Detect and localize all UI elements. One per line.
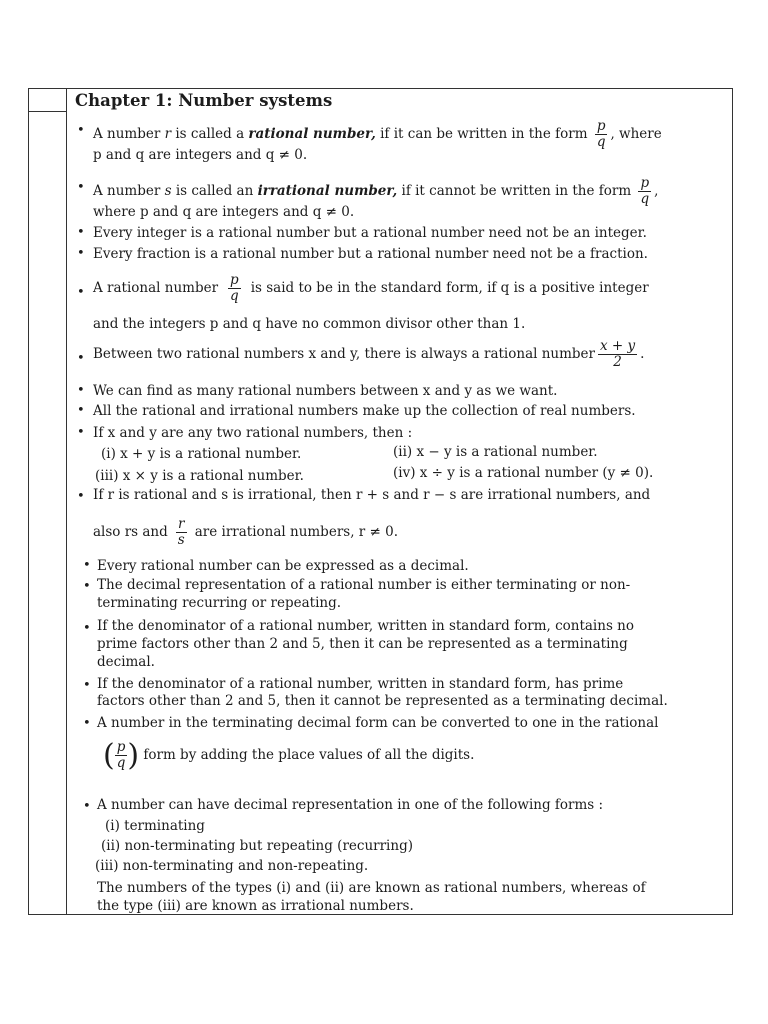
bullet: • — [77, 351, 85, 366]
bullet: • — [83, 716, 91, 731]
fraction-p-over-q: $\frac{p}{q}$ — [640, 175, 650, 207]
bullet: • — [77, 180, 85, 195]
real-numbers-statement: All the rational and irrational numbers make up the collection of real numbers. — [93, 403, 636, 419]
fraction-p-over-q: $\frac{p}{q}$ — [596, 118, 606, 150]
bullet: • — [77, 383, 85, 398]
decimal-representation-line2: terminating recurring or repeating. — [97, 595, 342, 611]
terminating-condition-line2: prime factors other than 2 and 5, then it can be represented as a terminating — [97, 636, 628, 652]
bullet: • — [83, 579, 91, 594]
rational-definition-line1: A number r is called a rational number, if it can be written in the form $\frac{p}{q}$ , where — [93, 118, 662, 150]
bullet: • — [77, 285, 85, 300]
irrational-definition-line1: A number s is called an irrational number, if it cannot be written in the form $\frac{p}{q}$ , — [93, 175, 659, 207]
decimal-to-rational-line2: ( $\frac{p}{q}$ ) form by adding the place values of all the digits. — [103, 737, 475, 773]
terminating-condition-line1: If the denominator of a rational number, written in standard form, contains no — [97, 618, 634, 634]
bullet: • — [83, 558, 91, 573]
operation-product: (iii) x × y is a rational number. — [95, 468, 304, 484]
irrational-sum-line1: If r is rational and s is irrational, then r + s and r − s are irrational numbers, and — [93, 487, 651, 503]
bullet: • — [77, 225, 85, 240]
fraction-statement: Every fraction is a rational number but a rational number need not be a fraction. — [93, 246, 648, 262]
operation-quotient: (iv) x ÷ y is a rational number (y ≠ 0). — [393, 465, 654, 481]
decimal-form-non-repeating: (iii) non-terminating and non-repeating. — [95, 858, 369, 874]
chapter-title: Chapter 1: Number systems — [75, 91, 333, 110]
operation-difference: (ii) x − y is a rational number. — [393, 444, 598, 460]
bullet: • — [77, 123, 85, 138]
non-terminating-condition-line1: If the denominator of a rational number, written in standard form, has prime — [97, 676, 624, 692]
non-terminating-condition-line2: factors other than 2 and 5, then it cannot be represented as a terminating decimal. — [97, 693, 668, 709]
notes-table — [28, 88, 733, 915]
bullet: • — [83, 799, 91, 814]
bullet: • — [83, 678, 91, 693]
integer-statement: Every integer is a rational number but a rational number need not be an integer. — [93, 225, 647, 241]
decimal-form-repeating: (ii) non-terminating but repeating (recurring) — [101, 838, 413, 854]
bullet: • — [77, 246, 85, 261]
bullet: • — [77, 403, 85, 418]
terminating-condition-line3: decimal. — [97, 654, 155, 670]
operation-sum: (i) x + y is a rational number. — [101, 446, 302, 462]
bullet: • — [77, 425, 85, 440]
serial-column — [29, 89, 67, 914]
standard-form-line1: A rational number $\frac{p}{q}$ is said to be in the standard form, if q is a positive integer — [93, 272, 649, 304]
decimal-to-rational-line1: A number in the terminating decimal form can be converted to one in the rational — [97, 715, 659, 731]
header-divider — [29, 111, 67, 112]
decimal-forms-intro: A number can have decimal representation in one of the following forms : — [97, 797, 604, 813]
rational-definition-line2: p and q are integers and q ≠ 0. — [93, 147, 308, 163]
bullet: • — [83, 621, 91, 636]
irrational-definition-line2: where p and q are integers and q ≠ 0. — [93, 204, 355, 220]
decimal-form-terminating: (i) terminating — [105, 818, 205, 834]
decimal-forms-conclusion-line2: the type (iii) are known as irrational numbers. — [97, 898, 414, 914]
fraction-r-over-s: $\frac{r}{s}$ — [177, 516, 185, 548]
decimal-expression-statement: Every rational number can be expressed as a decimal. — [97, 558, 469, 574]
decimal-representation-line1: The decimal representation of a rational number is either terminating or non- — [97, 577, 631, 593]
decimal-forms-conclusion-line1: The numbers of the types (i) and (ii) are known as rational numbers, whereas of — [97, 880, 646, 896]
many-rationals-statement: We can find as many rational numbers between x and y as we want. — [93, 383, 558, 399]
standard-form-line2: and the integers p and q have no common divisor other than 1. — [93, 316, 526, 332]
irrational-sum-line2: also rs and $\frac{r}{s}$ are irrational numbers, r ≠ 0. — [93, 516, 399, 548]
operations-intro: If x and y are any two rational numbers, then : — [93, 425, 413, 441]
notes-content — [75, 89, 732, 914]
fraction-p-over-q: $\frac{p}{q}$ — [230, 272, 239, 304]
bullet: • — [77, 489, 85, 504]
fraction-p-over-q: $\frac{p}{q}$ — [116, 739, 126, 771]
fraction-x-plus-y-over-2: $\frac{x + y}{2}$ — [600, 338, 636, 370]
between-rationals-statement: Between two rational numbers x and y, there is always a rational number $\frac{x + y}{2}$ . — [93, 338, 645, 370]
